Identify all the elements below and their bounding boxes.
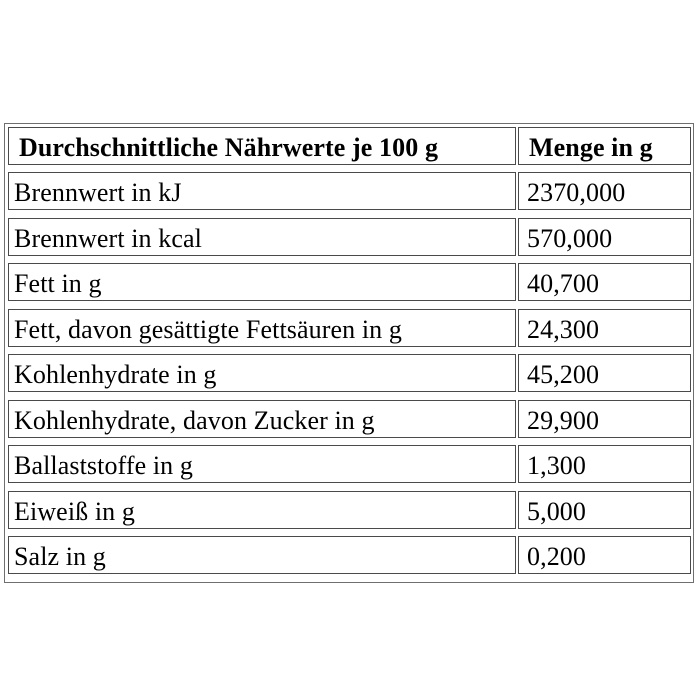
- nutrient-cell: [8, 536, 516, 574]
- table-header-row: [5, 127, 693, 165]
- amount-cell: [518, 263, 691, 301]
- table-row: [5, 309, 693, 347]
- amount-value: 0,200: [527, 542, 586, 571]
- amount-cell: [518, 172, 691, 210]
- amount-cell: [518, 309, 691, 347]
- header-cell-amount: [518, 127, 691, 165]
- nutrient-label: Eiweiß in g: [14, 497, 135, 526]
- amount-value: 45,200: [527, 360, 600, 389]
- amount-cell: [518, 536, 691, 574]
- nutrient-cell: [8, 172, 516, 210]
- amount-value: 1,300: [527, 451, 586, 480]
- nutrient-cell: [8, 309, 516, 347]
- table-row: [5, 400, 693, 438]
- header-amount-label: Menge in g: [529, 133, 653, 162]
- header-nutrient-label: Durchschnittliche Nährwerte je 100 g: [19, 133, 439, 162]
- nutrient-label: Fett, davon gesättigte Fettsäuren in g: [14, 315, 402, 344]
- nutrient-cell: [8, 400, 516, 438]
- amount-cell: [518, 218, 691, 256]
- nutrient-label: Kohlenhydrate in g: [14, 360, 217, 389]
- table-row: [5, 536, 693, 574]
- amount-value: 40,700: [527, 269, 600, 298]
- nutrient-cell: [8, 263, 516, 301]
- amount-cell: [518, 354, 691, 392]
- table-row: [5, 354, 693, 392]
- nutrient-cell: [8, 354, 516, 392]
- amount-cell: [518, 491, 691, 529]
- table-row: [5, 263, 693, 301]
- nutrient-label: Ballaststoffe in g: [14, 451, 193, 480]
- header-cell-nutrient: [8, 127, 516, 165]
- table-row: [5, 218, 693, 256]
- amount-value: 24,300: [527, 315, 600, 344]
- nutrient-cell: [8, 491, 516, 529]
- nutrient-label: Kohlenhydrate, davon Zucker in g: [14, 406, 375, 435]
- amount-value: 29,900: [527, 406, 600, 435]
- nutrition-table: [4, 123, 694, 583]
- nutrient-label: Fett in g: [14, 269, 102, 298]
- amount-value: 5,000: [527, 497, 586, 526]
- amount-cell: [518, 400, 691, 438]
- amount-value: 2370,000: [527, 178, 626, 207]
- table-row: [5, 172, 693, 210]
- nutrient-label: Brennwert in kcal: [14, 224, 202, 253]
- nutrient-cell: [8, 445, 516, 483]
- amount-value: 570,000: [527, 224, 613, 253]
- table-row: [5, 445, 693, 483]
- nutrient-label: Brennwert in kJ: [14, 178, 182, 207]
- amount-cell: [518, 445, 691, 483]
- nutrient-label: Salz in g: [14, 542, 106, 571]
- table-row: [5, 491, 693, 529]
- nutrient-cell: [8, 218, 516, 256]
